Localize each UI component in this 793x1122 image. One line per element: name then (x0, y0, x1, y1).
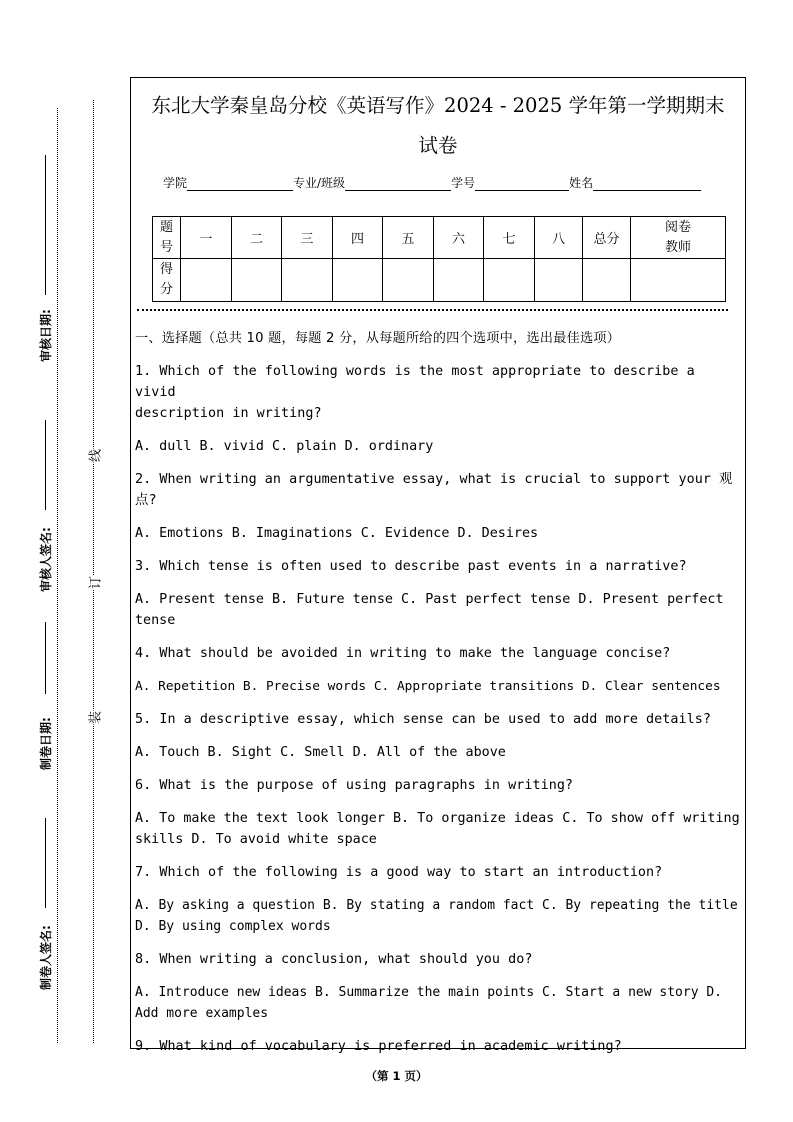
exam-title-line1: 东北大学秦皇岛分校《英语写作》2024 - 2025 学年第一学期期末 (151, 94, 725, 117)
auditor-signature-label: 审核人签名: (39, 527, 53, 592)
question-5: 5. In a descriptive essay, which sense can be used to add more details? (135, 712, 711, 727)
score-label: 得 分 (153, 259, 181, 302)
options-3: A. Present tense B. Future tense C. Past perfect tense D. Present perfect tense (135, 592, 724, 628)
col-1: 一 (181, 217, 232, 259)
question-number-label: 题 号 (153, 217, 181, 259)
name-label: 姓名 (569, 176, 594, 190)
question-6: 6. What is the purpose of using paragraphs in writing? (135, 778, 574, 793)
binding-mark-ding: 订 (85, 576, 104, 590)
score-cell[interactable] (383, 259, 434, 302)
options-4: A. Repetition B. Precise words C. Appropriate transitions D. Clear sentences (135, 679, 721, 694)
student-id-label: 学号 (451, 176, 476, 190)
name-blank[interactable] (593, 179, 701, 191)
col-5: 五 (383, 217, 434, 259)
question-1 (135, 361, 743, 424)
prep-date-label: 制卷日期: (39, 717, 53, 770)
score-cell[interactable] (434, 259, 484, 302)
question-4: 4. What should be avoided in writing to make the language concise? (135, 646, 671, 661)
preparer-signature-line (45, 818, 46, 908)
score-table-header-row (153, 217, 726, 259)
auditor-signature-line (45, 420, 46, 510)
student-info-row (163, 174, 701, 191)
col-grader: 阅卷 教师 (631, 217, 726, 259)
audit-date-line (45, 155, 46, 295)
preparer-signature-label: 制卷人签名: (39, 925, 53, 990)
major-blank[interactable] (345, 179, 451, 191)
binding-mark-zhuang: 装 (85, 711, 104, 725)
options-5: A. Touch B. Sight C. Smell D. All of the above (135, 745, 506, 760)
audit-date-label: 审核日期: (39, 309, 53, 362)
score-cell[interactable] (333, 259, 383, 302)
col-4: 四 (333, 217, 383, 259)
binding-mark-line: 线 (85, 449, 104, 463)
score-cell[interactable] (232, 259, 282, 302)
score-cell[interactable] (583, 259, 631, 302)
exam-title-line2: 试卷 (418, 134, 458, 157)
prep-date-line (45, 622, 46, 694)
question-7: 7. Which of the following is a good way to start an introduction? (135, 865, 663, 880)
student-id-blank[interactable] (475, 179, 569, 191)
col-7: 七 (484, 217, 535, 259)
exam-frame (130, 77, 746, 1054)
options-1: A. dull B. vivid C. plain D. ordinary (135, 439, 434, 454)
col-2: 二 (232, 217, 282, 259)
college-label: 学院 (163, 176, 188, 190)
college-blank[interactable] (187, 179, 293, 191)
score-cell[interactable] (181, 259, 232, 302)
score-cell[interactable] (484, 259, 535, 302)
col-8: 八 (535, 217, 583, 259)
score-table-score-row (153, 259, 726, 302)
dotted-separator (137, 309, 728, 311)
question-text: 1. Which of the following words is the most appropriate to describe a vivid (135, 364, 695, 400)
score-cell[interactable] (535, 259, 583, 302)
question-3: 3. Which tense is often used to describe past events in a narrative? (135, 559, 687, 574)
section1-heading: 一、选择题（总共 10 题，每题 2 分，从每题所给的四个选项中，选出最佳选项） (135, 331, 621, 346)
options-7: A. By asking a question B. By stating a random fact C. By repeating the title D. By using complex words (135, 898, 738, 934)
options-2: A. Emotions B. Imaginations C. Evidence D. Desires (135, 526, 539, 541)
col-6: 六 (434, 217, 484, 259)
question-9: 9. What kind of vocabulary is preferred in academic writing? (135, 1039, 622, 1054)
col-total: 总分 (583, 217, 631, 259)
question-2: 2. When writing an argumentative essay, what is crucial to support your 观点? (135, 472, 733, 508)
options-6: A. To make the text look longer B. To organize ideas C. To show off writing skills D. To avoid white space (135, 811, 740, 847)
options-8: A. Introduce new ideas B. Summarize the main points C. Start a new story D. Add more examples (135, 985, 722, 1021)
score-cell[interactable] (282, 259, 333, 302)
page-number: （第 1 页） (365, 1069, 428, 1083)
col-3: 三 (282, 217, 333, 259)
question-8: 8. When writing a conclusion, what should you do? (135, 952, 533, 967)
section1-content (135, 328, 743, 1069)
major-label: 专业/班级 (293, 176, 346, 190)
grader-cell[interactable] (631, 259, 726, 302)
question-text: description in writing? (135, 406, 322, 421)
left-dotted-rule (57, 108, 58, 1043)
binding-dotted-rule (93, 100, 94, 1043)
score-table (152, 216, 726, 302)
